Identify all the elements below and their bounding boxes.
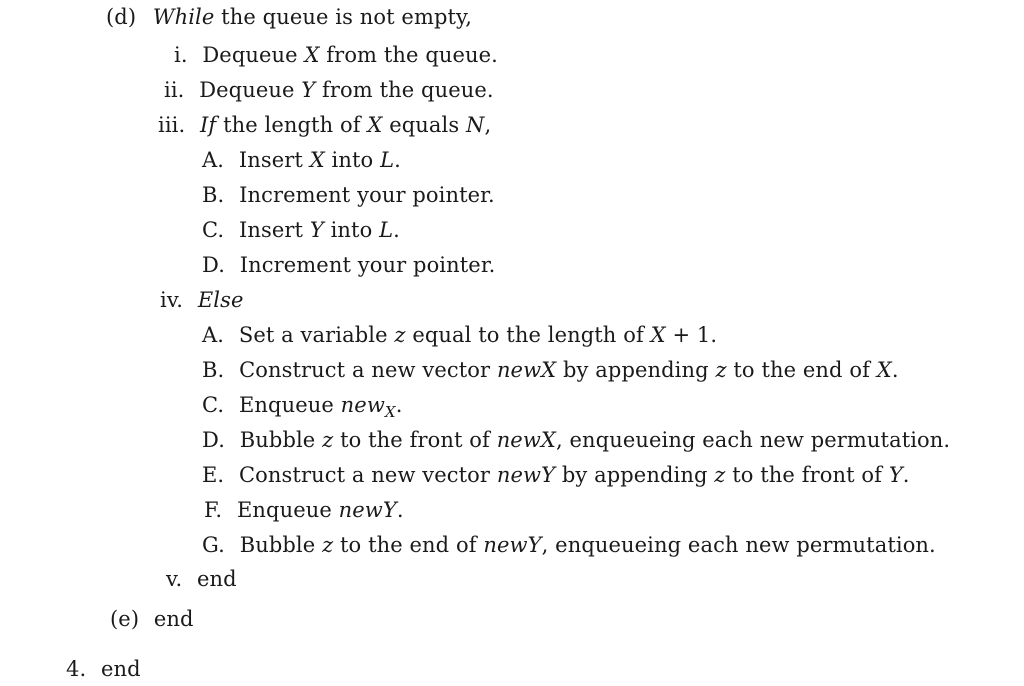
- math-var: X: [304, 43, 320, 67]
- math-var: L: [380, 148, 395, 172]
- step-d-iv-C: [202, 392, 402, 425]
- step-label: A.: [202, 148, 225, 172]
- math-var: Y: [309, 218, 324, 242]
- step-label: ii.: [164, 78, 185, 102]
- step-e: [110, 606, 194, 632]
- step-d-iv-D: [202, 427, 950, 453]
- step-text: from the queue.: [315, 78, 494, 102]
- math-var: Y: [888, 463, 903, 487]
- step-text: to the end of: [333, 533, 484, 557]
- step-text: to the front of: [725, 463, 889, 487]
- step-label: A.: [202, 323, 225, 347]
- step-text: equals: [382, 113, 467, 137]
- step-text: Increment your pointer.: [239, 253, 496, 277]
- math-var: N: [466, 113, 485, 137]
- math-var: newY: [483, 533, 542, 557]
- math-var: z: [714, 463, 726, 487]
- math-var: z: [394, 323, 406, 347]
- step-text: .: [396, 498, 404, 522]
- step-label: iii.: [158, 113, 186, 137]
- step-text: + 1.: [665, 323, 718, 347]
- step-text: , enqueueing each new permutation.: [541, 533, 936, 557]
- math-var: X: [650, 323, 666, 347]
- step-text: Bubble: [239, 428, 323, 452]
- step-text: to the front of: [333, 428, 497, 452]
- step-text: Enqueue: [238, 393, 341, 417]
- step-text: ,: [484, 113, 492, 137]
- step-label: G.: [202, 533, 225, 557]
- step-text: , enqueueing each new permutation.: [555, 428, 951, 452]
- step-label: v.: [166, 567, 183, 591]
- step-text: into: [323, 218, 380, 242]
- math-var: X: [367, 113, 383, 137]
- math-var: newY: [338, 498, 397, 522]
- step-label: F.: [204, 498, 223, 522]
- step-text: Insert: [238, 148, 310, 172]
- step-text: by appending: [555, 463, 715, 487]
- step-d-iv: [160, 287, 244, 313]
- step-d-iii-C: [202, 217, 400, 243]
- step-text: by appending: [556, 358, 716, 382]
- step-text: Dequeue: [199, 78, 302, 102]
- step-text: to the end of: [726, 358, 877, 382]
- step-d-ii: [164, 77, 494, 103]
- math-var: newX: [496, 358, 557, 382]
- step-text: equal to the length of: [405, 323, 651, 347]
- step-label: C.: [202, 393, 225, 417]
- step-d-iv-B: [202, 357, 899, 383]
- math-var: z: [715, 358, 727, 382]
- step-keyword: Else: [197, 288, 244, 312]
- math-var: new: [340, 393, 385, 417]
- step-d-iv-G: [202, 532, 936, 558]
- step-d: [106, 4, 472, 30]
- step-text: .: [891, 358, 899, 382]
- step-keyword: While: [152, 5, 215, 29]
- step-text: .: [394, 148, 401, 172]
- step-text: from the queue.: [319, 43, 498, 67]
- step-text: into: [324, 148, 381, 172]
- step-text: Set a variable: [238, 323, 395, 347]
- step-text: end: [197, 567, 237, 591]
- step-d-iv-A: [202, 322, 717, 348]
- step-label: E.: [202, 463, 225, 487]
- step-keyword: If: [200, 113, 217, 137]
- step-d-iii-B: [202, 182, 495, 208]
- step-d-iv-F: [204, 497, 404, 523]
- step-text: Bubble: [239, 533, 323, 557]
- step-text: the queue is not empty,: [214, 5, 472, 29]
- step-text: Dequeue: [202, 43, 305, 67]
- step-label: (d): [106, 5, 137, 29]
- math-subscript: X: [384, 403, 396, 422]
- math-var: L: [379, 218, 394, 242]
- step-text: end: [153, 607, 194, 631]
- step-d-i: [174, 42, 498, 68]
- step-label: (e): [110, 607, 140, 631]
- math-var: newY: [496, 463, 556, 487]
- step-text: .: [902, 463, 910, 487]
- step-d-iv-E: [202, 462, 910, 488]
- step-text: the length of: [216, 113, 368, 137]
- step-label: 4.: [66, 657, 87, 681]
- step-4: [66, 656, 141, 682]
- math-var: newX: [496, 428, 556, 452]
- step-text: Insert: [238, 218, 310, 242]
- step-label: C.: [202, 218, 225, 242]
- math-var: z: [322, 533, 334, 557]
- math-var: X: [309, 148, 325, 172]
- step-d-iii: [158, 112, 491, 138]
- step-label: i.: [174, 43, 188, 67]
- step-label: D.: [202, 428, 225, 452]
- step-text: .: [395, 393, 403, 417]
- step-text: Enqueue: [236, 498, 339, 522]
- step-label: B.: [202, 358, 225, 382]
- step-d-iii-A: [202, 147, 401, 173]
- step-d-v: [166, 566, 237, 592]
- math-var: Y: [301, 78, 316, 102]
- step-text: Construct a new vector: [239, 358, 497, 382]
- step-label: D.: [202, 253, 225, 277]
- step-d-iii-D: [202, 252, 495, 278]
- step-label: iv.: [160, 288, 184, 312]
- math-var: z: [322, 428, 334, 452]
- step-text: Increment your pointer.: [239, 183, 495, 207]
- math-var: X: [876, 358, 892, 382]
- step-text: Construct a new vector: [239, 463, 497, 487]
- step-text: end: [101, 657, 141, 681]
- step-label: B.: [202, 183, 225, 207]
- step-text: .: [393, 218, 400, 242]
